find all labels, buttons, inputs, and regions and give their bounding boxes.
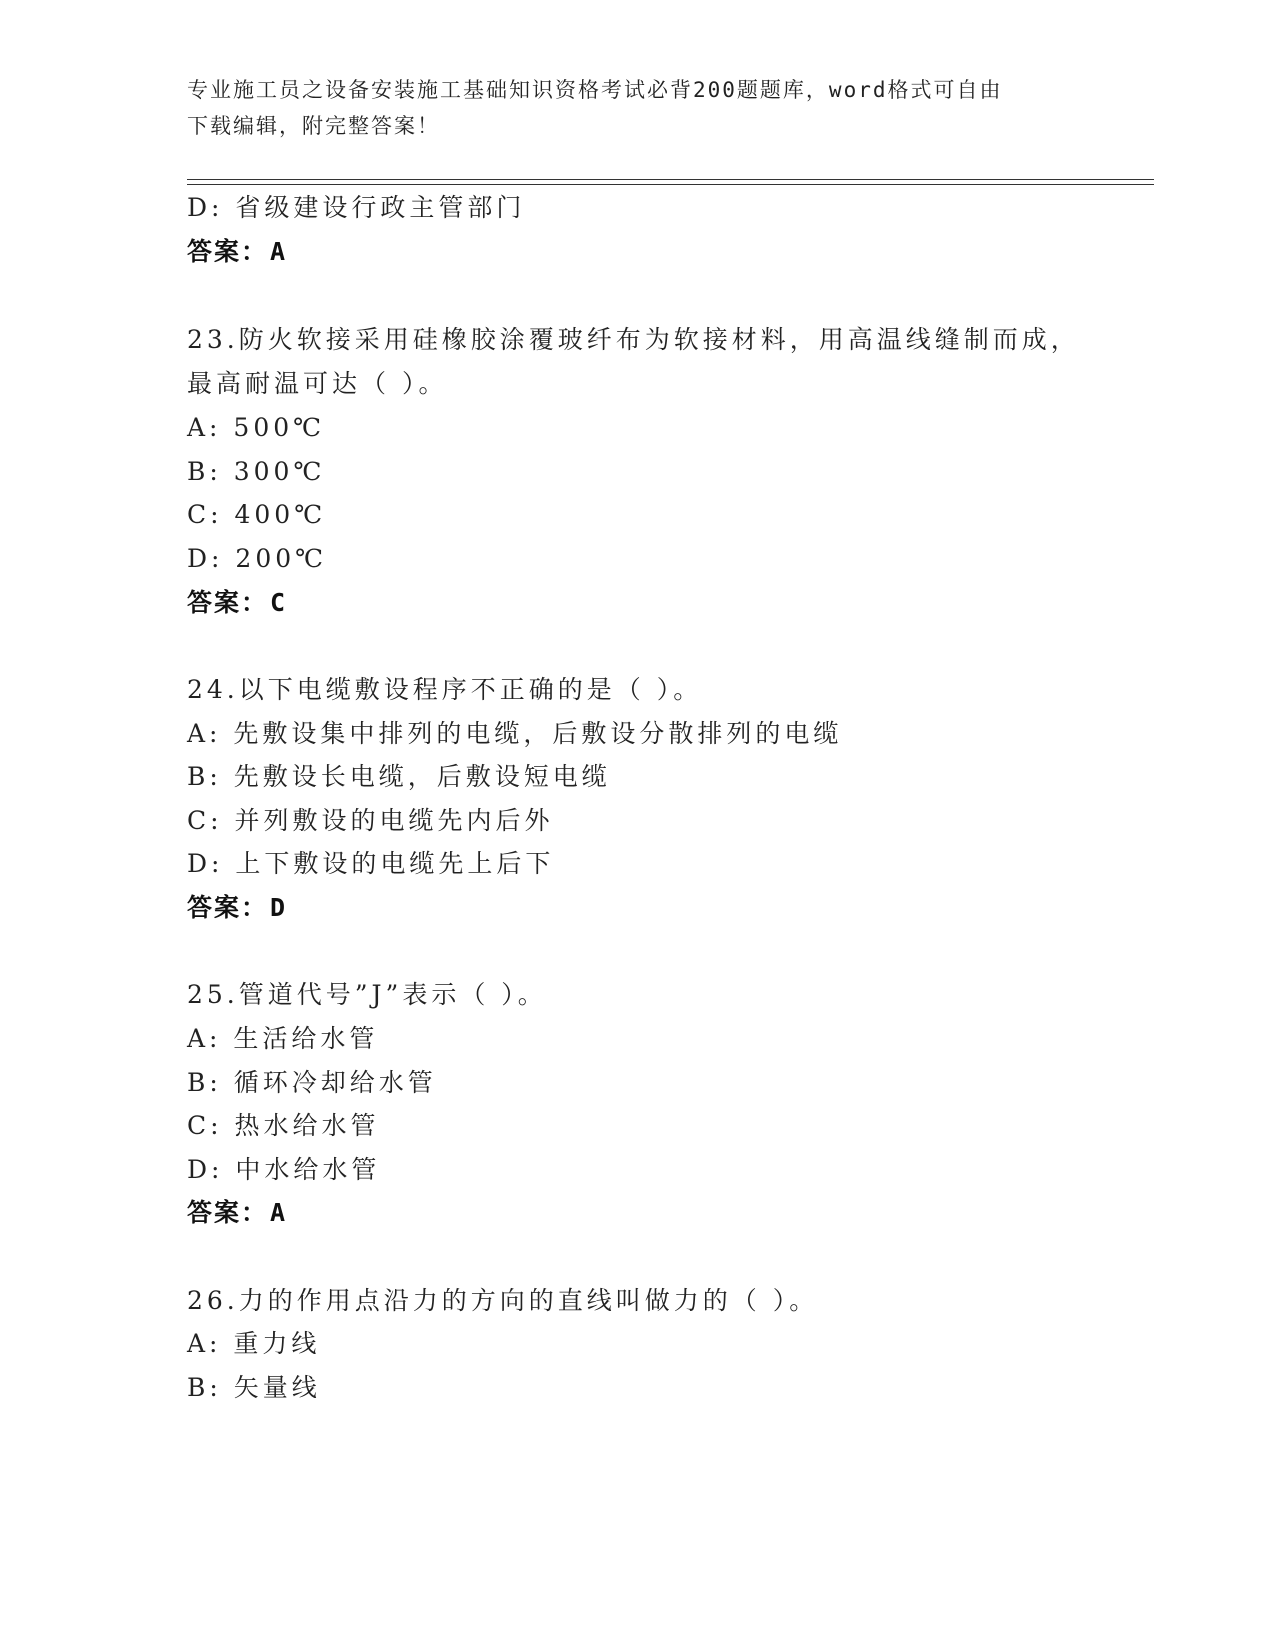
question-26-text: 26.力的作用点沿力的方向的直线叫做力的（ ）。 xyxy=(187,1286,819,1315)
question-25-answer xyxy=(187,1198,287,1228)
question-26-option-a: A: 重力线 xyxy=(187,1329,321,1358)
question-24-option-d: D: 上下敷设的电缆先上后下 xyxy=(187,849,555,878)
header-divider-bottom xyxy=(187,184,1154,185)
question-25-option-d: D: 中水给水管 xyxy=(187,1155,381,1184)
question-23-text-line-1: 23.防火软接采用硅橡胶涂覆玻纤布为软接材料，用高温线缝制而成， xyxy=(187,325,1080,354)
question-25-option-a: A: 生活给水管 xyxy=(187,1024,379,1053)
document-header xyxy=(187,72,1087,144)
prev-answer xyxy=(187,237,287,267)
question-23-option-d: D: 200℃ xyxy=(187,544,328,573)
answer-label: 答案： xyxy=(187,588,269,617)
question-25-text: 25.管道代号”J”表示（ ）。 xyxy=(187,980,547,1009)
question-24-answer xyxy=(187,893,287,923)
prev-option-d: D: 省级建设行政主管部门 xyxy=(187,193,526,222)
question-24-text: 24.以下电缆敷设程序不正确的是（ ）。 xyxy=(187,675,703,704)
question-23-answer xyxy=(187,588,287,618)
header-divider-top xyxy=(187,179,1154,180)
question-24-option-b: B: 先敷设长电缆，后敷设短电缆 xyxy=(187,762,611,791)
question-24-option-a: A: 先敷设集中排列的电缆，后敷设分散排列的电缆 xyxy=(187,719,843,748)
question-23-option-c: C: 400℃ xyxy=(187,500,327,529)
question-25-option-c: C: 热水给水管 xyxy=(187,1111,380,1140)
question-24-option-c: C: 并列敷设的电缆先内后外 xyxy=(187,806,554,835)
answer-label: 答案： xyxy=(187,893,269,922)
answer-value: A xyxy=(270,237,288,266)
header-line-1: 专业施工员之设备安装施工基础知识资格考试必背200题题库，word格式可自由 xyxy=(187,78,1003,102)
answer-label: 答案： xyxy=(187,1198,269,1227)
question-25-option-b: B: 循环冷却给水管 xyxy=(187,1068,437,1097)
header-line-2: 下载编辑，附完整答案！ xyxy=(187,114,440,138)
answer-label: 答案： xyxy=(187,237,269,266)
question-23-text-line-2: 最高耐温可达（ ）。 xyxy=(187,369,448,398)
question-23-option-b: B: 300℃ xyxy=(187,457,326,486)
question-26-option-b: B: 矢量线 xyxy=(187,1373,321,1402)
answer-value: A xyxy=(270,1198,288,1227)
question-23-option-a: A: 500℃ xyxy=(187,413,326,442)
answer-value: C xyxy=(270,588,288,617)
answer-value: D xyxy=(270,893,288,922)
